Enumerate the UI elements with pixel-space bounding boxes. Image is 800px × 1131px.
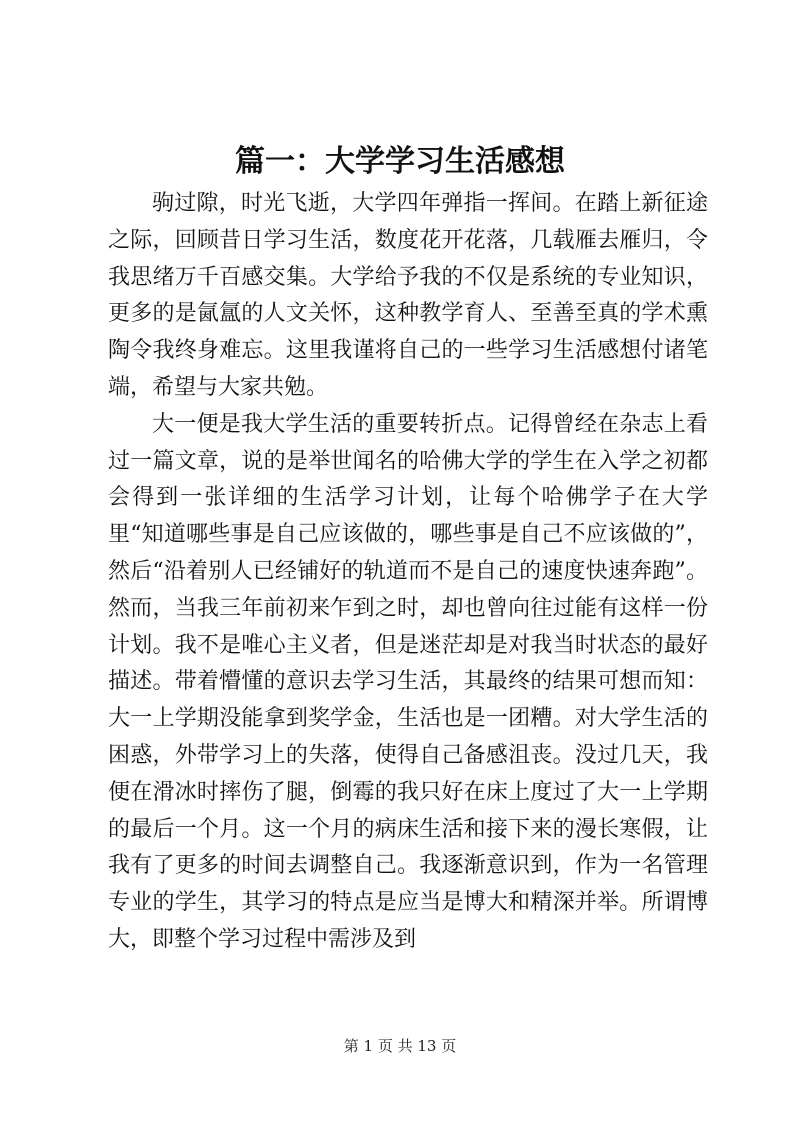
page-footer: 第 1 页 共 13 页 bbox=[343, 1037, 457, 1055]
paragraph-2: 大一便是我大学生活的重要转折点。记得曾经在杂志上看过一篇文章，说的是举世闻名的哈佛大学的学生在入学之初都会得到一张详细的生活学习计划，让每个哈佛学子在大学里“知道哪些事是自己应该做的，哪些事是自己不应该做的”，然后“沿着别人已经铺好的轨道而不是自己的速度快速奔跑”。然而，当我三年前初来乍到之时，却也曾向往过能有这样一份计划。我不是唯心主义者，但是迷茫却是对我当时状态的最好描述。带着懵懂的意识去学习生活，其最终的结果可想而知：大一上学期没能拿到奖学金，生活也是一团糟。对大学生活的困惑，外带学习上的失落，使得自己备感沮丧。没过几天，我便在滑冰时摔伤了腿，倒霉的我只好在床上度过了大一上学期的最后一个月。这一个月的病床生活和接下来的漫长寒假，让我有了更多的时间去调整自己。我逐渐意识到，作为一名管理专业的学生，其学习的特点是应当是博大和精深并举。所谓博大，即整个学习过程中需涉及到 bbox=[108, 411, 708, 952]
paragraph-1: 驹过隙，时光飞逝，大学四年弹指一挥间。在踏上新征途之际，回顾昔日学习生活，数度花开花落，几载雁去雁归，令我思绪万千百感交集。大学给予我的不仅是系统的专业知识，更多的是氤氲的人文关怀，这种教学育人、至善至真的学术熏陶令我终身难忘。这里我谨将自己的一些学习生活感想付诸笔端，希望与大家共勉。 bbox=[108, 191, 708, 400]
document-body bbox=[108, 186, 708, 959]
document-title: 篇一：大学学习生活感想 bbox=[235, 144, 565, 179]
